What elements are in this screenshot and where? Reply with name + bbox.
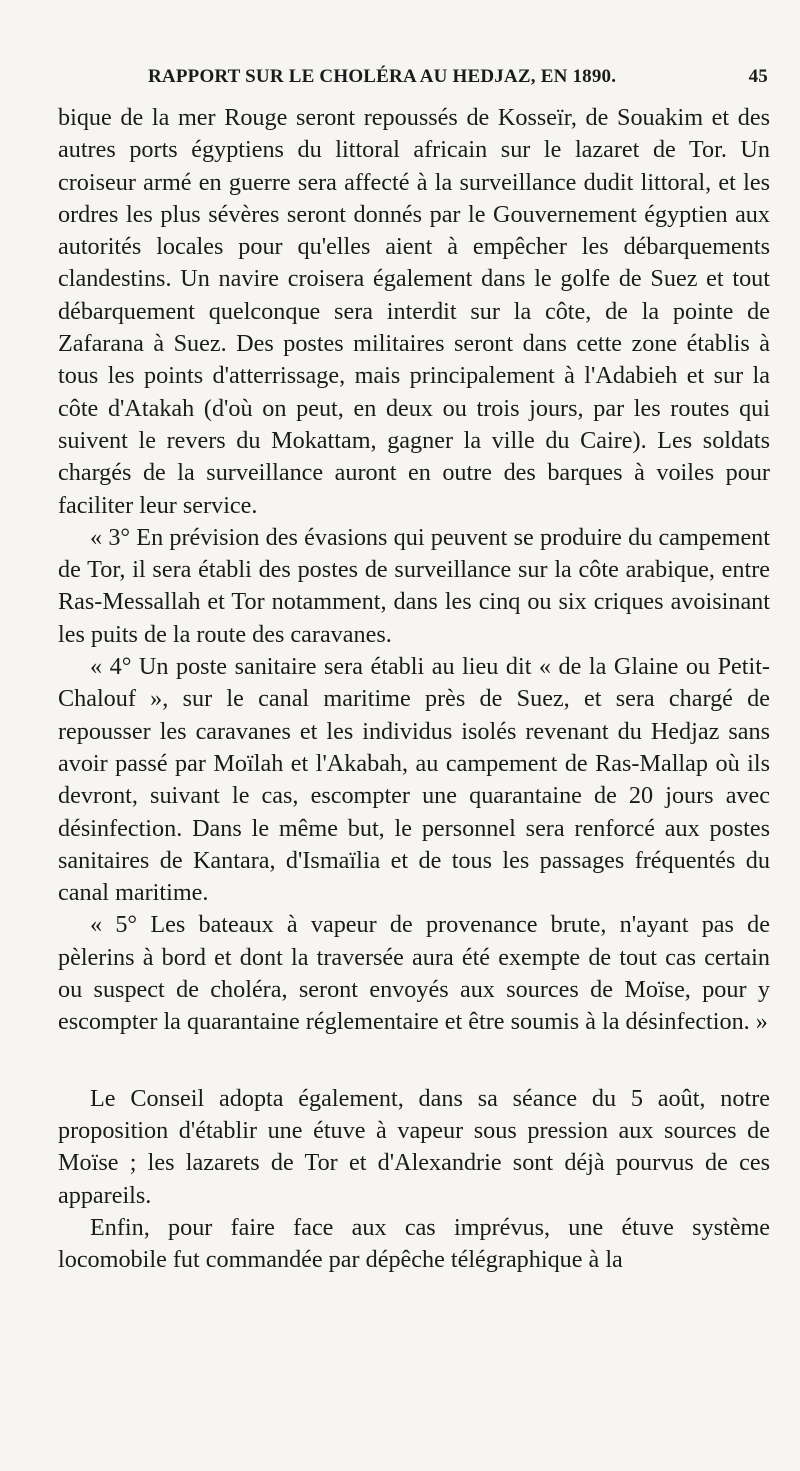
- paragraph-council: Le Conseil adopta également, dans sa séance du 5 août, notre proposition d'établir une étuve à vapeur sous pression aux sources de Moïse ; les lazarets de Tor et d'Alexandrie sont déjà pourvus de ces appareils.: [58, 1084, 770, 1209]
- paragraph-continuation: bique de la mer Rouge seront repoussés de Kosseïr, de Souakim et des autres ports égyptiens du littoral africain sur le lazaret de Tor. Un croiseur armé en guerre sera affecté à la surveillance dudit littoral, et les ordres les plus sévères seront donnés par le Gouvernement égyptien aux autorités locales pour qu'elles aient à empêcher les débarquements clandestins. Un navire croisera également dans le golfe de Suez et tout débarquement quelconque sera interdit sur la côte, de la pointe de Zafarana à Suez. Des postes militaires seront dans cette zone établis à tous les points d'atterrissage, mais principalement à l'Adabieh et sur la côte d'Atakah (d'où on peut, en deux ou trois jours, par les routes qui suivent le revers du Mokattam, gagner la ville du Caire). Les soldats chargés de la surveillance auront en outre des barques à voiles pour faciliter leur service.: [58, 104, 770, 519]
- paragraph-item-3: « 3° En prévision des évasions qui peuvent se produire du campement de Tor, il sera établi des postes de surveillance sur la côte arabique, entre Ras-Messallah et Tor notamment, dans les cinq ou six criques avoisinant les puits de la route des caravanes.: [58, 523, 770, 648]
- running-head: [148, 66, 768, 92]
- paragraph-enfin: Enfin, pour faire face aux cas imprévus, une étuve système locomobile fut commandée par dépêche télégraphique à la: [58, 1213, 770, 1274]
- paragraph-item-5: « 5° Les bateaux à vapeur de provenance brute, n'ayant pas de pèlerins à bord et dont la traversée aura été exempte de tout cas certain ou suspect de choléra, seront envoyés aux sources de Moïse, pour y escompter la quarantaine réglementaire et être soumis à la désinfection. »: [58, 911, 770, 1036]
- body-text: [58, 102, 770, 1276]
- paragraph-item-4: « 4° Un poste sanitaire sera établi au lieu dit « de la Glaine ou Petit-Chalouf », sur le canal maritime près de Suez, et sera chargé de repousser les caravanes et les individus isolés revenant du Hedjaz sans avoir passé par Moïlah et l'Akabah, au campement de Ras-Mallap où ils devront, suivant le cas, escompter une quarantaine de 20 jours avec désinfection. Dans le même but, le personnel sera renforcé aux postes sanitaires de Kantara, d'Ismaïlia et de tous les passages fréquentés du canal maritime.: [58, 653, 770, 907]
- page-number: 45: [748, 66, 768, 87]
- running-title: RAPPORT SUR LE CHOLÉRA AU HEDJAZ, EN 1890.: [148, 66, 617, 87]
